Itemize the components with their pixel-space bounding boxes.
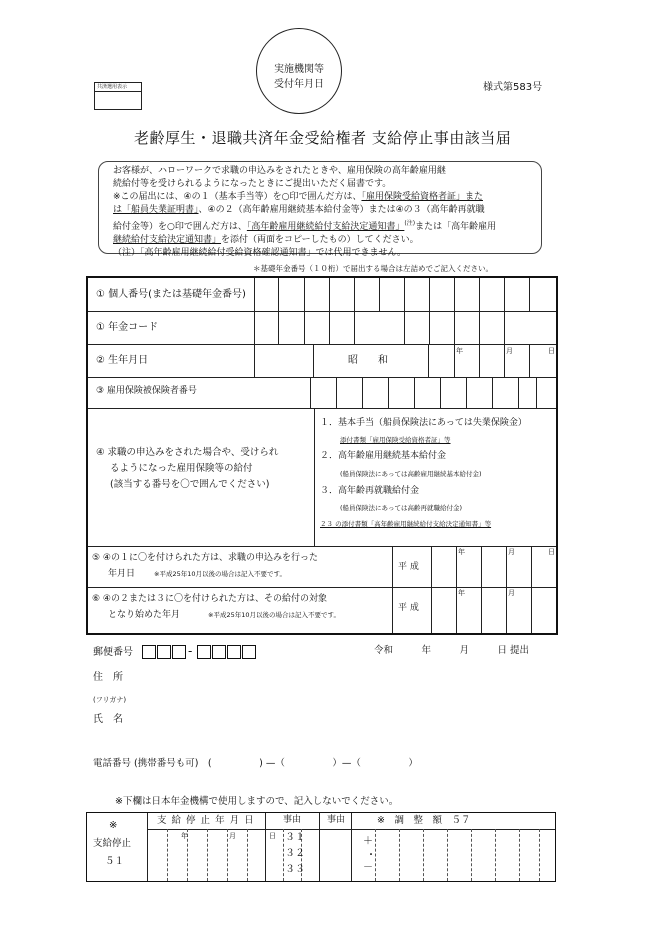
- sign-plus: ＋: [363, 836, 373, 847]
- postal-digit[interactable]: [172, 645, 186, 659]
- row5-label-line3: (該当する番号を〇で囲んでください): [110, 479, 270, 490]
- row-label-insured-number: ③ 雇用保険被保険者番号: [96, 386, 197, 396]
- stamp-line2: 受付年月日: [274, 79, 324, 90]
- notice-box: [98, 161, 542, 258]
- table-note: ＊基礎年金番号（１０桁）で届出する場合は左詰めでご記入ください。: [253, 264, 493, 273]
- day-unit: 日: [548, 347, 555, 355]
- row-divider: [88, 408, 556, 409]
- postal-digit[interactable]: [212, 645, 226, 659]
- notice-doc-ref: 継続給付支給決定通知書」: [113, 235, 222, 245]
- row7-era: 平 成: [398, 603, 419, 613]
- kyosai-display-label: 共済選用表示: [95, 83, 141, 92]
- option-2-note: (船員保険法にあっては高齢雇用継続基本給付金): [340, 470, 482, 478]
- sign-minus: －: [363, 862, 373, 873]
- row7-note: ※平成25年10月以後の場合は記入不要です。: [208, 611, 340, 619]
- month-unit: 月: [506, 347, 513, 355]
- day-unit: 日: [548, 548, 555, 556]
- row-divider: [88, 546, 556, 547]
- month-unit: 月: [508, 548, 515, 556]
- notice-line: を添付（両面をコピーしたもの）してください。: [221, 235, 419, 245]
- postal-label: 郵便番号: [93, 647, 133, 658]
- adjust-header: ※ 調 整 額 ５７: [377, 815, 471, 826]
- day-unit: 日: [269, 832, 276, 840]
- main-form-table: [86, 276, 558, 635]
- official-use-table: [86, 812, 556, 882]
- reason-header: 事由: [283, 815, 302, 825]
- row7-label-line2: となり始めた年月: [108, 610, 181, 620]
- option-3: ３．高年齢再就職給付金: [320, 486, 420, 496]
- year-unit: 年: [458, 589, 465, 597]
- row5-label-line1: ④ 求職の申込みをされた場合や、受けられ: [96, 447, 279, 458]
- phone-label: 電話番号 (携帯番号も可) ( ) —（ ）—（ ）: [93, 758, 418, 769]
- row5-label-line2: るようになった雇用保険等の給付: [110, 463, 253, 474]
- notice-doc-ref: 「雇用保険受給資格者証」また: [361, 192, 483, 202]
- year-unit: 年: [456, 347, 463, 355]
- official-left-label1: 支給停止: [93, 838, 132, 849]
- notice-line: （注）「高年齢雇用継続給付受給資格確認通知書」では代用できません。: [113, 248, 407, 258]
- postal-digit[interactable]: [242, 645, 256, 659]
- month-unit: 月: [508, 589, 515, 597]
- notice-line: 給付金等）を○印で囲んだ方は、: [113, 222, 247, 232]
- row-divider: [88, 344, 556, 345]
- stop-date-header: 支 給 停 止 年 月 日: [157, 815, 255, 826]
- submission-date: 令和 年 月 日 提出: [374, 645, 530, 656]
- option-2: ２．高年齢雇用継続基本給付金: [320, 451, 447, 461]
- notice-line: お客様が、ハローワークで求職の申込みをされたときや、雇用保険の高年齢雇用継: [113, 166, 446, 176]
- furigana-label: (フリガナ): [93, 696, 127, 704]
- reason-code-31: ３１: [285, 832, 305, 843]
- year-unit: 年: [181, 832, 188, 840]
- notice-line: 、④の２（高年齢雇用継続基本給付金等）または④の３（高年齢再就職: [198, 205, 485, 215]
- name-label: 氏 名: [93, 714, 123, 725]
- notice-doc-ref: 「高年齢雇用継続給付支給決定通知書」: [246, 222, 405, 232]
- row-label-birthdate: ② 生年月日: [96, 355, 149, 366]
- row-divider: [88, 587, 556, 588]
- form-title: 老齢厚生・退職共済年金受給権者 支給停止事由該当届: [134, 129, 512, 147]
- row7-label-line1: ⑥ ④の２または３に〇を付けられた方は、その給付の対象: [92, 594, 327, 604]
- postal-digit[interactable]: [227, 645, 241, 659]
- official-use-note: ※下欄は日本年金機構で使用しますので、記入しないでください。: [115, 796, 399, 807]
- reason-code-32: ３２: [285, 848, 305, 859]
- row-divider: [88, 377, 556, 378]
- year-unit: 年: [458, 548, 465, 556]
- row-divider: [88, 311, 556, 312]
- postal-separator: -: [188, 644, 193, 658]
- option-3-note: (船員保険法にあっては高齢再就職給付金): [340, 504, 463, 512]
- address-label: 住 所: [93, 672, 123, 683]
- postal-digit[interactable]: [197, 645, 211, 659]
- stamp-line1: 実施機関等: [274, 64, 324, 75]
- row-label-personal-number: ① 個人番号(または基礎年金番号): [96, 289, 246, 300]
- row6-label-line1: ⑤ ④の１に〇を付けられた方は、求職の申込みを行った: [92, 553, 318, 563]
- birthdate-era: 昭 和: [348, 355, 388, 366]
- official-mark: ※: [109, 820, 118, 831]
- postal-digit[interactable]: [157, 645, 171, 659]
- kyosai-display-box: [94, 82, 142, 110]
- label-divider: [254, 278, 255, 377]
- postal-digit[interactable]: [142, 645, 156, 659]
- official-left-label2: ５１: [105, 856, 125, 867]
- reason-header-2: 事由: [327, 815, 346, 825]
- reason-code-33: ３３: [285, 864, 305, 875]
- row-label-pension-code: ① 年金コード: [96, 322, 159, 333]
- option-1-note: 添付書類「雇用保険受給資格者証」等: [340, 436, 451, 444]
- label-divider: [310, 377, 311, 408]
- option-1: １．基本手当（船員保険法にあっては失業保険金）: [320, 418, 527, 428]
- notice-line: ※この届出には、④の１（基本手当等）を○印で囲んだ方は、: [113, 192, 362, 202]
- reception-stamp-circle: [256, 28, 342, 114]
- sign-dot: ・: [366, 850, 376, 861]
- row6-label-line2: 年月日: [108, 569, 136, 579]
- label-divider: [392, 546, 393, 633]
- row6-era: 平 成: [398, 562, 419, 572]
- month-unit: 月: [229, 832, 236, 840]
- form-number: 様式第583号: [483, 82, 543, 93]
- notice-doc-ref: は「船員失業証明書」: [113, 205, 199, 215]
- option-23-note: ２３ の添付書類「高年齢雇用継続給付支給決定通知書」等: [320, 520, 492, 528]
- notice-line: または「高年齢雇用: [415, 222, 497, 232]
- row6-note: ※平成25年10月以後の場合は記入不要です。: [154, 570, 286, 578]
- notice-line: 続給付等を受けられるようになったときにご提出いただく届書です。: [113, 179, 392, 189]
- label-divider: [314, 408, 315, 546]
- notice-note-mark: (注): [404, 220, 416, 227]
